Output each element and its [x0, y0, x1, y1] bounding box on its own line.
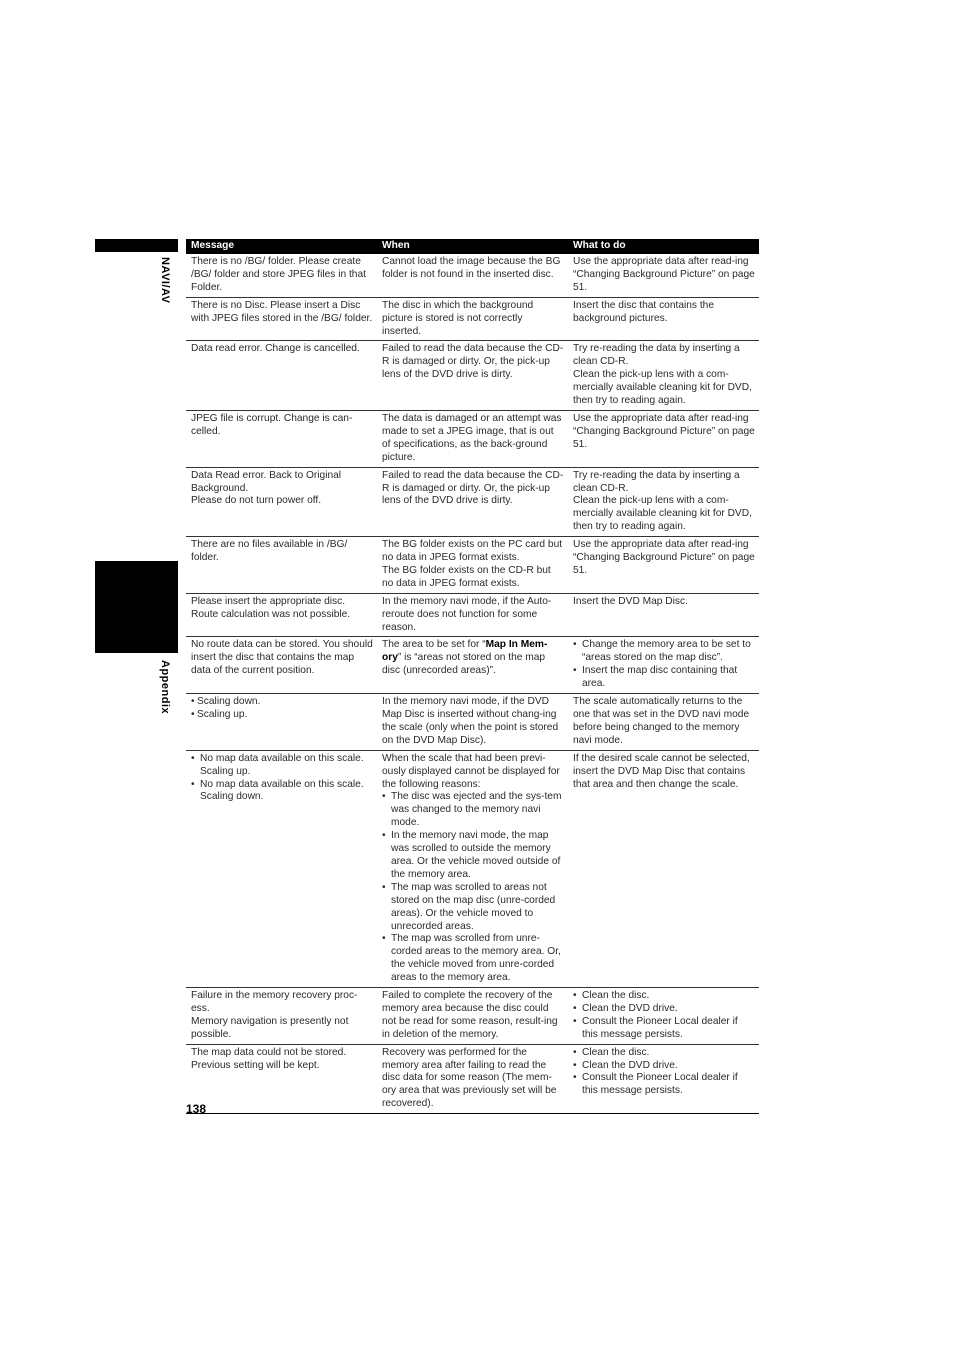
- what-line: Clean the pick-up lens with a com-mercially available cleaning kit for DVD, then try to reading again.: [573, 369, 752, 407]
- table-row: [186, 537, 759, 594]
- what-cell: If the desired scale cannot be selected, insert the DVD Map Disc that contains that area and then change the scale.: [568, 750, 759, 987]
- message-cell: The map data could not be stored. Previous setting will be kept.: [186, 1044, 377, 1114]
- message-cell: [186, 694, 377, 751]
- message-cell: [186, 467, 377, 537]
- when-intro: When the scale that had been previ-ously displayed cannot be displayed for the following reasons:: [382, 752, 560, 790]
- what-cell: Insert the disc that contains the background pictures.: [568, 297, 759, 341]
- what-cell: [568, 467, 759, 537]
- when-cell: Cannot load the image because the BG folder is not found in the inserted disc.: [377, 254, 568, 297]
- list-item: • The disc was ejected and the sys-tem was changed to the memory navi mode.: [382, 791, 564, 830]
- message-cell: No route data can be stored. You should insert the disc that contains the map data of the current position.: [186, 637, 377, 694]
- table-row: [186, 637, 759, 694]
- list-item: • Clean the disc.: [573, 990, 755, 1003]
- what-cell: Use the appropriate data after read-ing “Changing Background Picture” on page 51.: [568, 537, 759, 594]
- table-row: [186, 410, 759, 467]
- messages-table: [186, 239, 759, 1114]
- header-when: When: [377, 239, 568, 254]
- table-row: [186, 467, 759, 537]
- when-text-pre: The area to be set for “: [382, 639, 486, 651]
- message-line: Data Read error. Back to Original Background.: [191, 469, 342, 494]
- appendix-label: Appendix: [159, 660, 171, 715]
- what-cell: Use the appropriate data after read-ing “Changing Background Picture” on page 51.: [568, 254, 759, 297]
- list-item: • Scaling up.: [191, 709, 373, 722]
- when-cell: In the memory navi mode, if the DVD Map Disc is inserted without chang-ing the scale (only when the point is stored on the DVD Map Disc).: [377, 694, 568, 751]
- message-line: Failure in the memory recovery proc-ess.: [191, 990, 358, 1014]
- list-item: • Change the memory area to be set to “areas stored on the map disc”.: [573, 639, 755, 665]
- header-message: Message: [186, 239, 377, 254]
- when-cell: [377, 537, 568, 594]
- table-row: [186, 694, 759, 751]
- what-line: Clean the pick-up lens with a com-mercially available cleaning kit for DVD, then try to reading again.: [573, 495, 752, 533]
- what-cell: The scale automatically returns to the one that was set in the DVD navi mode before being changed to the memory navi mode.: [568, 694, 759, 751]
- when-cell: The disc in which the background picture is stored is not correctly inserted.: [377, 297, 568, 341]
- list-item: • Clean the DVD drive.: [573, 1060, 755, 1073]
- message-line: Memory navigation is presently not possible.: [191, 1015, 349, 1040]
- message-cell: Please insert the appropriate disc. Route calculation was not possible.: [186, 593, 377, 637]
- message-cell: [186, 988, 377, 1045]
- message-cell: There is no Disc. Please insert a Disc with JPEG files stored in the /BG/ folder.: [186, 297, 377, 341]
- when-text-post: ” is “areas not stored on the map disc (unrecorded areas)”.: [382, 652, 546, 677]
- when-line: The BG folder exists on the CD-R but no data in JPEG format exists.: [382, 564, 551, 589]
- what-line: Try re-reading the data by inserting a clean CD-R.: [573, 343, 740, 368]
- message-cell: Data read error. Change is cancelled.: [186, 341, 377, 411]
- section-tab-bar: [95, 239, 178, 252]
- message-cell: There are no files available in /BG/ folder.: [186, 537, 377, 594]
- when-cell: Recovery was performed for the memory area after failing to read the disc data for some reason (The mem-ory area that was previously set will be recovered).: [377, 1044, 568, 1114]
- table-row: [186, 750, 759, 987]
- appendix-tab-block: [95, 561, 178, 653]
- when-cell: [377, 637, 568, 694]
- list-item: • The map was scrolled to areas not stored on the map disc (unre-corded areas). Or the vehicle moved to unrecorded areas.: [382, 882, 564, 934]
- what-line: Try re-reading the data by inserting a clean CD-R.: [573, 469, 740, 494]
- list-item: • No map data available on this scale. Scaling down.: [191, 779, 373, 805]
- menu-item-reference: Map In Mem-ory: [382, 639, 548, 664]
- message-line: Please do not turn power off.: [191, 495, 322, 507]
- when-cell: [377, 750, 568, 987]
- header-what-to-do: What to do: [568, 239, 759, 254]
- when-cell: The data is damaged or an attempt was made to set a JPEG image, that is out of specifications, as the back-ground picture.: [377, 410, 568, 467]
- when-line: The BG folder exists on the PC card but no data in JPEG format exists.: [382, 539, 563, 564]
- table-header-row: [186, 239, 759, 254]
- what-cell: Insert the DVD Map Disc.: [568, 593, 759, 637]
- table-row: [186, 254, 759, 297]
- message-cell: [186, 750, 377, 987]
- table-row: [186, 341, 759, 411]
- list-item: • No map data available on this scale. Scaling up.: [191, 753, 373, 779]
- when-cell: Failed to complete the recovery of the memory area because the disc could not be read for some reason, result-ing in deletion of the memory.: [377, 988, 568, 1045]
- what-cell: Use the appropriate data after read-ing “Changing Background Picture” on page 51.: [568, 410, 759, 467]
- what-cell: [568, 341, 759, 411]
- what-cell: [568, 988, 759, 1045]
- table-row: [186, 297, 759, 341]
- message-cell: There is no /BG/ folder. Please create /BG/ folder and store JPEG files in that Folder.: [186, 254, 377, 297]
- list-item: • The map was scrolled from unre-corded areas to the memory area. Or, the vehicle moved from unre-corded areas to the memory area.: [382, 933, 564, 985]
- message-cell: JPEG file is corrupt. Change is can-celled.: [186, 410, 377, 467]
- section-label: NAVI/AV: [159, 257, 171, 304]
- list-item: • Consult the Pioneer Local dealer if this message persists.: [573, 1072, 755, 1098]
- list-item: • Scaling down.: [191, 696, 373, 709]
- what-cell: [568, 1044, 759, 1114]
- list-item: • Consult the Pioneer Local dealer if this message persists.: [573, 1016, 755, 1042]
- list-item: • In the memory navi mode, the map was scrolled to outside the memory area. Or the vehicle moved outside of the memory area.: [382, 830, 564, 882]
- when-cell: Failed to read the data because the CD-R is damaged or dirty. Or, the pick-up lens of the DVD drive is dirty.: [377, 467, 568, 537]
- table-row: [186, 988, 759, 1045]
- when-cell: In the memory navi mode, if the Auto-reroute does not function for some reason.: [377, 593, 568, 637]
- table-row: [186, 1044, 759, 1114]
- when-cell: Failed to read the data because the CD-R is damaged or dirty. Or, the pick-up lens of the DVD drive is dirty.: [377, 341, 568, 411]
- list-item: • Insert the map disc containing that area.: [573, 665, 755, 691]
- table-row: [186, 593, 759, 637]
- list-item: • Clean the DVD drive.: [573, 1003, 755, 1016]
- what-cell: [568, 637, 759, 694]
- page-number: 138: [186, 1102, 207, 1116]
- list-item: • Clean the disc.: [573, 1047, 755, 1060]
